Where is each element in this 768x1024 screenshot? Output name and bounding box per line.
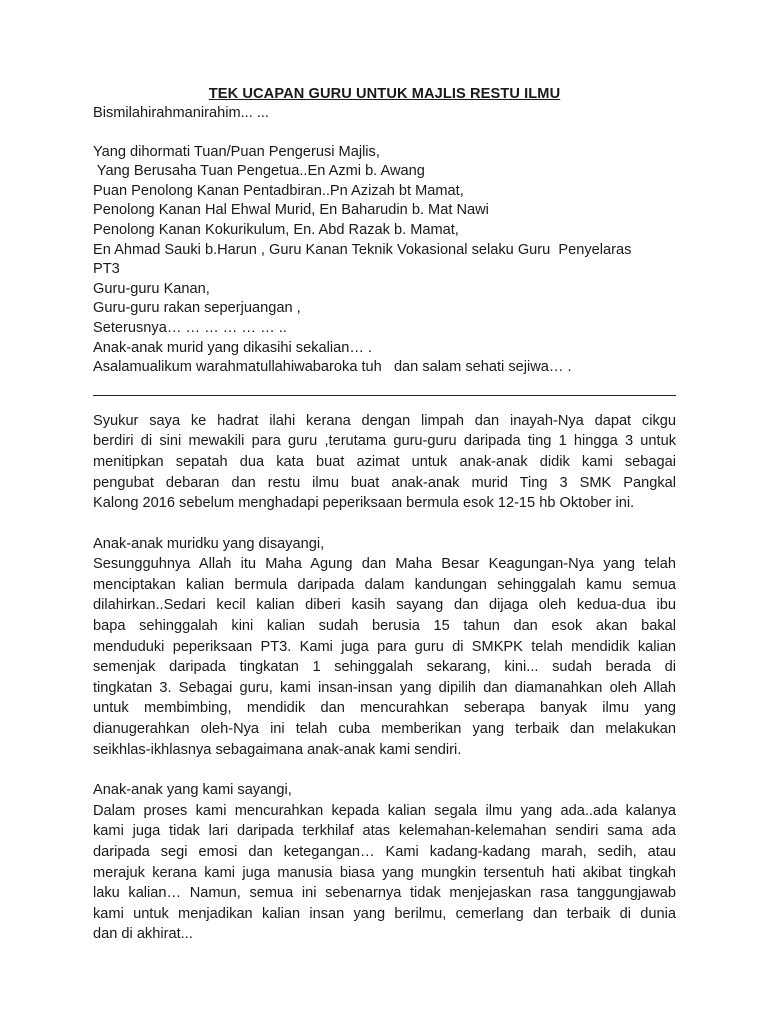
paragraph-line: Kalong 2016 sebelum menghadapi peperiksaan bermula esok 12-15 hb Oktober ini. — [93, 495, 635, 512]
paragraph-process — [93, 801, 676, 945]
paragraph-line: Dalam proses kami mencurahkan kepada kalian segala ilmu yang ada..ada kalanya — [93, 802, 676, 819]
paragraph-line: Sesungguhnya Allah itu Maha Agung dan Maha Besar Keagungan-Nya yang telah — [93, 556, 676, 573]
greeting-line: Guru-guru Kanan, — [93, 280, 210, 297]
paragraph-line: kami juga tidak lari daripada terkhilaf atas kelemahan-kelemahan sendiri sama ada — [93, 823, 676, 840]
paragraph-line: menitipkan sepatah dua kata buat azimat untuk anak-anak didik kami sebagai — [93, 453, 676, 470]
greeting-line: PT3 — [93, 261, 120, 278]
paragraph-line: menduduki peperiksaan PT3. Kami juga para guru di SMKPK telah mendidik kalian — [93, 638, 676, 655]
opening-line: Bismilahirahmanirahim... ... — [93, 105, 269, 121]
paragraph-line: dianugerahkan oleh-Nya ini telah cuba memberikan yang terbaik dan melakukan — [93, 721, 676, 738]
paragraph-line: berdiri di sini mewakili para guru ,terutama guru-guru daripada ting 1 hingga 3 untuk — [93, 433, 676, 450]
paragraph-line: dilahirkan..Sedari kecil kalian diberi kasih sayang dan dijaga oleh kedua-dua ibu — [93, 597, 676, 614]
paragraph-line: seikhlas-ikhlasnya sebagaimana anak-anak kami sendiri. — [93, 741, 462, 758]
horizontal-divider — [93, 395, 676, 396]
greeting-line: Guru-guru rakan seperjuangan , — [93, 300, 301, 317]
salutation-sayangi: Anak-anak yang kami sayangi, — [93, 782, 292, 799]
paragraph-line: merajuk kerana kami juga manusia biasa yang mungkin tersentuh hati akibat tingkah — [93, 864, 676, 881]
paragraph-line: tingkatan 3. Sebagai guru, kami insan-insan yang dipilih dan diamanahkan oleh Allah — [93, 679, 676, 696]
paragraph-gratitude — [93, 411, 676, 514]
greeting-line: Asalamualikum warahmatullahiwabaroka tuh dan salam sehati sejiwa… . — [93, 359, 572, 376]
paragraph-line: dan di akhirat... — [93, 926, 193, 943]
paragraph-line: untuk membimbing, mendidik dan mencurahkan seberapa banyak ilmu yang — [93, 700, 676, 717]
salutation-muridku: Anak-anak muridku yang disayangi, — [93, 535, 325, 552]
document-title: TEK UCAPAN GURU UNTUK MAJLIS RESTU ILMU — [208, 86, 561, 102]
greeting-line: En Ahmad Sauki b.Harun , Guru Kanan Teknik Vokasional selaku Guru Penyelaras — [93, 241, 632, 258]
paragraph-line: kami untuk menjadikan kalian insan yang berilmu, cemerlang dan terbaik di dunia — [93, 905, 676, 922]
paragraph-creation — [93, 554, 676, 760]
greeting-line: Yang dihormati Tuan/Puan Pengerusi Majlis, — [93, 143, 380, 160]
greeting-line: Yang Berusaha Tuan Pengetua..En Azmi b. Awang — [93, 163, 425, 180]
paragraph-line: pengubat debaran dan restu ilmu buat anak-anak murid Ting 3 SMK Pangkal — [93, 474, 676, 491]
greeting-line: Penolong Kanan Kokurikulum, En. Abd Razak b. Mamat, — [93, 221, 459, 238]
greeting-line: Seterusnya… … … … … … .. — [93, 319, 287, 336]
paragraph-line: menciptakan kalian bermula daripada dalam kandungan sehinggalah kamu semua — [93, 576, 676, 593]
paragraph-line: laku kalian… Namun, semua ini sebenarnya tidak menjejaskan rasa tanggungjawab — [93, 885, 676, 902]
greeting-line: Puan Penolong Kanan Pentadbiran..Pn Azizah bt Mamat, — [93, 182, 464, 199]
greetings-block — [93, 143, 676, 378]
greeting-line: Penolong Kanan Hal Ehwal Murid, En Baharudin b. Mat Nawi — [93, 202, 489, 219]
paragraph-line: bapa sehinggalah kini kalian sudah berusia 15 tahun dan esok akan bakal — [93, 618, 676, 635]
paragraph-line: Syukur saya ke hadrat ilahi kerana dengan limpah dan inayah-Nya dapat cikgu — [93, 412, 676, 429]
paragraph-line: daripada segi emosi dan ketegangan… Kami kadang-kadang marah, sedih, atau — [93, 844, 676, 860]
document-page — [93, 84, 676, 945]
paragraph-line: semenjak daripada tingkatan 1 sehinggalah sekarang, kini... sudah berada di — [93, 659, 676, 676]
greeting-line: Anak-anak murid yang dikasihi sekalian… . — [93, 339, 373, 356]
